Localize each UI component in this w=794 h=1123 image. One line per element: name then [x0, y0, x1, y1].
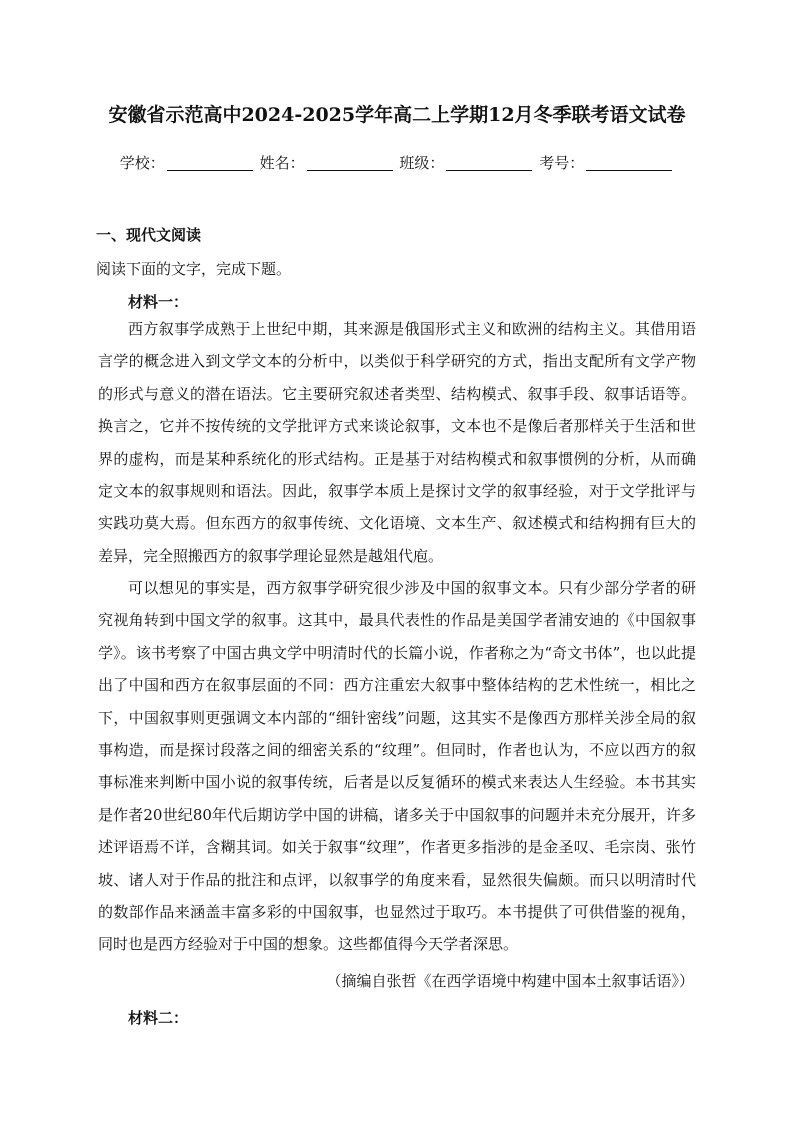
exam-number-label: 考号： [539, 154, 585, 172]
name-label: 姓名： [259, 154, 305, 172]
class-blank[interactable] [446, 156, 532, 171]
school-label: 学校： [119, 154, 165, 172]
material-one-paragraph-2: 可以想见的事实是，西方叙事学研究很少涉及中国的叙事文本。只有少部分学者的研究视角转到中国文学的叙事。这其中，最具代表性的作品是美国学者浦安迪的《中国叙事学》。该书考察了中国古典文学中明清时代的长篇小说，作者称之为“奇文书体”，也以此提出了中国和西方在叙事层面的不同：西方注重宏大叙事中整体结构的艺术性统一，相比之下，中国叙事则更强调文本内部的“细针密线”问题，这其实不是像西方那样关涉全局的叙事构造，而是探讨段落之间的细密关系的“纹理”。但同时，作者也认为，不应以西方的叙事标准来判断中国小说的叙事传统，后者是以反复循环的模式来表达人生经验。本书其实是作者20世纪80年代后期访学中国的讲稿，诸多关于中国叙事的问题并未充分展开，许多述评语焉不详，含糊其词。如关于叙事“纹理”，作者更多指涉的是金圣叹、毛宗岗、张竹坡、诸人对于作品的批注和点评，以叙事学的角度来看，显然很失偏颇。而只以明清时代的数部作品来涵盖丰富多彩的中国叙事，也显然过于取巧。本书提供了可供借鉴的视角，同时也是西方经验对于中国的想象。这些都值得今天学者深思。 [98, 579, 696, 954]
material-one-source: （摘编自张哲《在西学语境中构建中国本土叙事话语》） [326, 972, 694, 990]
name-blank[interactable] [307, 156, 393, 171]
material-one-paragraph-1: 西方叙事学成熟于上世纪中期，其来源是俄国形式主义和欧洲的结构主义。其借用语言学的概念进入到文学文本的分析中，以类似于科学研究的方式，指出支配所有文学产物的形式与意义的潜在语法。它主要研究叙述者类型、结构模式、叙事手段、叙事话语等。换言之，它并不按传统的文学批评方式来谈论叙事，文本也不是像后者那样关于生活和世界的虚构，而是某种系统化的形式结构。正是基于对结构模式和叙事惯例的分析，从而确定文本的叙事规则和语法。因此，叙事学本质上是探讨文学的叙事经验，对于文学批评与实践功莫大焉。但东西方的叙事传统、文化语境、文本生产、叙述模式和结构拥有巨大的差异，完全照搬西方的叙事学理论显然是越俎代庖。 [98, 320, 696, 565]
material-two-label: 材料二： [128, 1009, 189, 1027]
school-blank[interactable] [167, 156, 253, 171]
exam-number-blank[interactable] [586, 156, 672, 171]
section-heading: 一、现代文阅读 [96, 226, 202, 244]
material-one-label: 材料一： [128, 293, 189, 311]
class-label: 班级： [399, 154, 445, 172]
page-title: 安徽省示范高中2024-2025学年高二上学期12月冬季联考语文试卷 [108, 104, 686, 126]
student-info-line [0, 152, 794, 173]
instruction-text: 阅读下面的文字，完成下题。 [96, 260, 292, 278]
